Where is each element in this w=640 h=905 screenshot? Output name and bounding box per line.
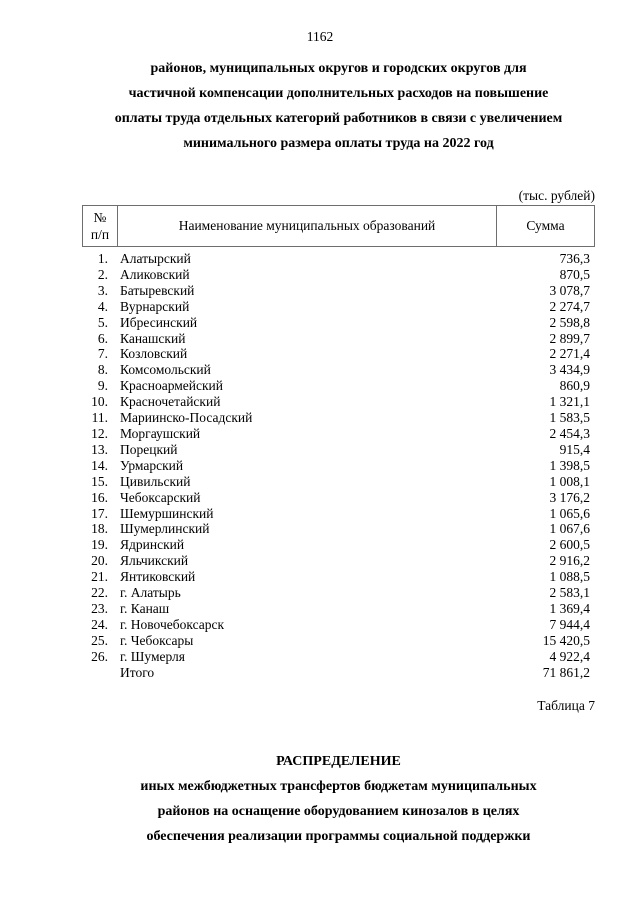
row-sum: 2 583,1 <box>549 585 590 601</box>
row-sum: 2 274,7 <box>549 298 590 314</box>
title-line: районов, муниципальных округов и городских округов для <box>150 61 527 76</box>
table-row <box>82 410 595 426</box>
row-sum: 7 944,4 <box>549 616 590 632</box>
row-sum: 15 420,5 <box>542 632 590 648</box>
row-sum: 3 176,2 <box>549 489 590 505</box>
row-municipality: Козловский <box>120 346 188 362</box>
row-sum: 2 899,7 <box>549 330 590 346</box>
page-number: 1162 <box>306 29 334 44</box>
next-section-heading: РАСПРЕДЕЛЕНИЕ <box>276 754 401 770</box>
row-municipality: г. Чебоксары <box>120 632 194 648</box>
row-number: 14. <box>91 457 108 473</box>
table-row <box>82 251 595 267</box>
row-municipality: г. Алатырь <box>120 585 181 601</box>
title-line: иных межбюджетных трансфертов бюджетам муниципальных <box>140 779 537 795</box>
row-number: 6. <box>97 330 108 346</box>
row-number: 15. <box>91 473 108 489</box>
table-row <box>82 458 595 474</box>
row-sum: 860,9 <box>559 378 590 394</box>
row-municipality: Канашский <box>120 330 186 346</box>
row-number: 10. <box>91 394 108 410</box>
table-row <box>82 315 595 331</box>
row-number: 22. <box>91 585 108 601</box>
title-line: районов на оснащение оборудованием кинозалов в целях <box>157 804 520 820</box>
row-municipality: Яльчикский <box>120 553 189 569</box>
table-row <box>82 506 595 522</box>
row-municipality: Ядринский <box>120 537 185 553</box>
row-sum: 3 078,7 <box>549 282 590 298</box>
table-row <box>82 426 595 442</box>
row-municipality: Вурнарский <box>120 298 190 314</box>
row-municipality: Урмарский <box>120 457 184 473</box>
table-body <box>82 247 595 680</box>
row-number: 21. <box>91 569 108 585</box>
row-sum: 2 916,2 <box>549 553 590 569</box>
column-header-num-line1: № <box>93 210 107 225</box>
column-header-num-line2: п/п <box>90 227 110 242</box>
table-row <box>82 362 595 378</box>
table-row <box>82 474 595 490</box>
row-municipality: Шемуршинский <box>120 505 214 521</box>
table-row <box>82 537 595 553</box>
row-number: 24. <box>91 616 108 632</box>
row-sum: 3 434,9 <box>549 362 590 378</box>
row-number: 16. <box>91 489 108 505</box>
row-municipality: Чебоксарский <box>120 489 201 505</box>
row-sum: 1 008,1 <box>549 473 590 489</box>
row-number: 26. <box>91 648 108 664</box>
table-row <box>82 633 595 649</box>
row-municipality: Итого <box>120 664 155 680</box>
document-title <box>82 56 595 156</box>
table-row <box>82 346 595 362</box>
table-row <box>82 601 595 617</box>
row-sum: 1 321,1 <box>549 394 590 410</box>
table-row <box>82 617 595 633</box>
row-municipality: г. Шумерля <box>120 648 186 664</box>
row-number: 18. <box>91 521 108 537</box>
table-row <box>82 267 595 283</box>
table-row <box>82 490 595 506</box>
title-line: оплаты труда отдельных категорий работников в связи с увеличением <box>114 111 563 126</box>
row-number: 5. <box>97 314 108 330</box>
row-number: 11. <box>91 410 108 426</box>
table-row <box>82 442 595 458</box>
row-sum: 2 600,5 <box>549 537 590 553</box>
row-municipality: Красночетайский <box>120 394 221 410</box>
row-municipality: Комсомольский <box>120 362 211 378</box>
row-number: 1. <box>97 251 108 266</box>
row-sum: 1 065,6 <box>549 505 590 521</box>
row-number <box>82 665 108 681</box>
row-number: 17. <box>91 505 108 521</box>
row-number: 7. <box>97 346 108 362</box>
row-municipality: Красноармейский <box>120 378 224 394</box>
row-sum: 870,5 <box>559 266 590 282</box>
row-number: 12. <box>91 425 108 441</box>
title-line: обеспечения реализации программы социальной поддержки <box>146 829 531 845</box>
table-row <box>82 394 595 410</box>
table-caption: Таблица 7 <box>537 698 595 714</box>
row-municipality: Батыревский <box>120 282 195 298</box>
row-number: 9. <box>97 378 108 394</box>
row-number: 4. <box>97 298 108 314</box>
row-municipality: г. Новочебоксарск <box>120 616 225 632</box>
row-municipality: Моргаушский <box>120 425 201 441</box>
units-note: (тыс. рублей) <box>518 188 595 203</box>
row-number: 2. <box>97 266 108 282</box>
row-municipality: Порецкий <box>120 441 178 457</box>
row-sum: 2 454,3 <box>549 425 590 441</box>
table-row <box>82 283 595 299</box>
allocation-table <box>82 205 595 680</box>
table-row <box>82 649 595 665</box>
row-number: 8. <box>97 362 108 378</box>
row-municipality: Аликовский <box>120 266 190 282</box>
table-header-row <box>82 205 595 247</box>
row-sum: 1 583,5 <box>549 410 590 426</box>
row-sum: 2 598,8 <box>549 314 590 330</box>
table-row <box>82 521 595 537</box>
table-row <box>82 378 595 394</box>
column-header-name: Наименование муниципальных образований <box>118 206 497 246</box>
row-sum: 915,4 <box>559 441 590 457</box>
row-sum: 1 398,5 <box>549 457 590 473</box>
row-municipality: Мариинско-Посадский <box>120 410 253 426</box>
table-row <box>82 331 595 347</box>
table-row <box>82 553 595 569</box>
title-line: частичной компенсации дополнительных расходов на повышение <box>128 86 549 101</box>
column-header-num <box>83 206 118 246</box>
row-municipality: Цивильский <box>120 473 191 489</box>
row-number: 19. <box>91 537 108 553</box>
row-sum: 736,3 <box>559 251 590 266</box>
row-municipality: Алатырский <box>120 251 191 266</box>
row-sum: 1 088,5 <box>549 569 590 585</box>
column-header-sum: Сумма <box>526 218 565 233</box>
row-sum: 1 369,4 <box>549 600 590 616</box>
row-sum: 2 271,4 <box>549 346 590 362</box>
next-section-title <box>82 749 595 849</box>
row-number: 3. <box>97 282 108 298</box>
row-number: 13. <box>91 441 108 457</box>
row-number: 20. <box>91 553 108 569</box>
row-municipality: Янтиковский <box>120 569 196 585</box>
row-municipality: Шумерлинский <box>120 521 210 537</box>
row-sum: 4 922,4 <box>549 648 590 664</box>
row-municipality: Ибресинский <box>120 314 198 330</box>
row-municipality: г. Канаш <box>120 600 170 616</box>
table-row <box>82 299 595 315</box>
row-number: 23. <box>91 600 108 616</box>
row-sum: 71 861,2 <box>542 664 590 680</box>
table-row <box>82 585 595 601</box>
table-row <box>82 665 595 681</box>
title-line: минимального размера оплаты труда на 2022 год <box>183 136 494 151</box>
row-number: 25. <box>91 632 108 648</box>
row-sum: 1 067,6 <box>549 521 590 537</box>
table-row <box>82 569 595 585</box>
